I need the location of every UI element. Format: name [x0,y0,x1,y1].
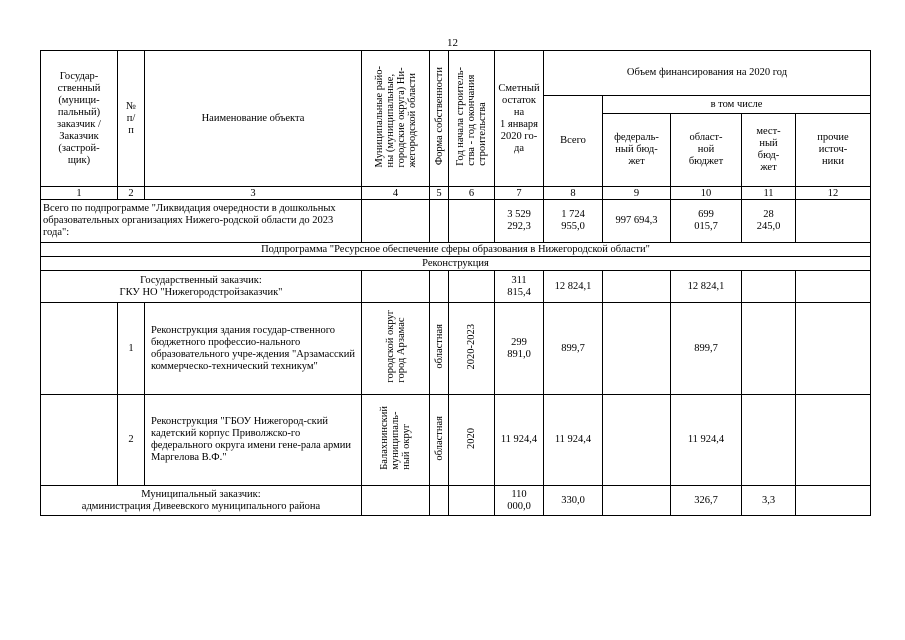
header-district: Муниципальные райо- ны (муниципальные, городские округа) Ни- жегородской области [373,65,418,168]
customer-local: 3,3 [742,486,796,516]
customer-local [742,271,796,303]
object-years: 2020-2023 [466,323,477,370]
header-number: № п/ п [118,51,145,187]
column-number: 4 [362,187,430,200]
customer-federal [603,486,671,516]
object-regional: 899,7 [671,303,742,395]
object-estimate: 299 891,0 [495,303,544,395]
empty-cell [41,303,118,395]
page-number: 12 [447,37,458,49]
section-title: Реконструкция [41,257,871,271]
customer-estimate: 311 815,4 [495,271,544,303]
customer-other [796,486,871,516]
object-total: 899,7 [544,303,603,395]
total-sum: 1 724 955,0 [544,200,603,243]
column-numbers-row [41,187,871,200]
empty-cell [449,200,495,243]
header-customer: Государ- ственный (муници- пальный) заказчик / Заказчик (застрой- щик) [41,51,118,187]
header-including: в том числе [603,96,871,114]
subprogram-total-row [41,200,871,243]
empty-cell [430,271,449,303]
object-ownership-cell [430,303,449,395]
customer-other [796,271,871,303]
object-name: Реконструкция "ГБОУ Нижегород-ский кадетский корпус Приволжско-го федерального округа имени гене-рала армии Маргелова В.Ф." [145,395,362,486]
customer-regional: 326,7 [671,486,742,516]
object-regional: 11 924,4 [671,395,742,486]
header-financing-title: Объем финансирования на 2020 год [544,51,871,96]
object-local [742,395,796,486]
empty-cell [362,200,430,243]
object-ownership: областная [433,415,445,461]
customer-regional: 12 824,1 [671,271,742,303]
column-number: 10 [671,187,742,200]
object-ownership: областная [433,324,445,369]
column-number: 9 [603,187,671,200]
object-years-cell [449,303,495,395]
column-number: 3 [145,187,362,200]
header-estimate: Сметный остаток на 1 января 2020 го- да [495,51,544,187]
header-other: прочие источ- ники [796,114,871,187]
customer-total: 330,0 [544,486,603,516]
empty-cell [430,486,449,516]
empty-cell [362,486,430,516]
header-years: Год начала строитель- ства - год окончания строительства [455,67,488,166]
customer-label: Муниципальный заказчик: администрация Дивеевского муниципального района [41,486,362,516]
column-number: 7 [495,187,544,200]
object-number: 2 [118,395,145,486]
total-estimate: 3 529 292,3 [495,200,544,243]
object-years: 2020 [466,427,477,449]
customer-label: Государственный заказчик: ГКУ НО "Нижегородстройзаказчик" [41,271,362,303]
object-district: городской округ город Арзамас [384,310,407,383]
object-years-cell [449,395,495,486]
total-local: 28 245,0 [742,200,796,243]
header-regional: област- ной бюджет [671,114,742,187]
column-number: 2 [118,187,145,200]
object-estimate: 11 924,4 [495,395,544,486]
column-number: 5 [430,187,449,200]
empty-cell [449,271,495,303]
table-row [41,303,871,395]
total-other [796,200,871,243]
header-object-name: Наименование объекта [145,51,362,187]
total-label: Всего по подпрограмме "Ликвидация очередности в дошкольных образовательных организациях Нижего-родской области до 2023 года": [41,200,362,243]
customer-total: 12 824,1 [544,271,603,303]
column-number: 11 [742,187,796,200]
header-local: мест- ный бюд- жет [742,114,796,187]
section-title-row [41,257,871,271]
column-number: 12 [796,187,871,200]
object-federal [603,395,671,486]
header-federal: федераль- ный бюд- жет [603,114,671,187]
header-ownership: Форма собственности [433,67,445,166]
total-federal: 997 694,3 [603,200,671,243]
subprogram-title-row [41,243,871,257]
total-regional: 699 015,7 [671,200,742,243]
column-number: 6 [449,187,495,200]
column-number: 1 [41,187,118,200]
object-ownership-cell [430,395,449,486]
empty-cell [449,486,495,516]
header-ownership-cell [430,51,449,187]
customer-federal [603,271,671,303]
customer-estimate: 110 000,0 [495,486,544,516]
empty-cell [362,271,430,303]
customer-row [41,486,871,516]
customer-row [41,271,871,303]
header-years-cell [449,51,495,187]
object-federal [603,303,671,395]
header-district-cell [362,51,430,187]
object-other [796,303,871,395]
object-district-cell [362,395,430,486]
object-number: 1 [118,303,145,395]
object-district-cell [362,303,430,395]
subprogram-title: Подпрограмма "Ресурсное обеспечение сферы образования в Нижегородской области" [41,243,871,257]
empty-cell [41,395,118,486]
object-other [796,395,871,486]
header-total: Всего [544,96,603,187]
object-local [742,303,796,395]
empty-cell [430,200,449,243]
object-district: Балахнинский муниципаль- ный округ [379,406,412,470]
table-row [41,395,871,486]
object-name: Реконструкция здания государ-ственного бюджетного профессио-нального образовательного учре-ждения "Арзамасский коммерческо-технический техникум" [145,303,362,395]
object-total: 11 924,4 [544,395,603,486]
column-number: 8 [544,187,603,200]
financing-table [40,50,871,516]
header-row-top [41,51,871,96]
